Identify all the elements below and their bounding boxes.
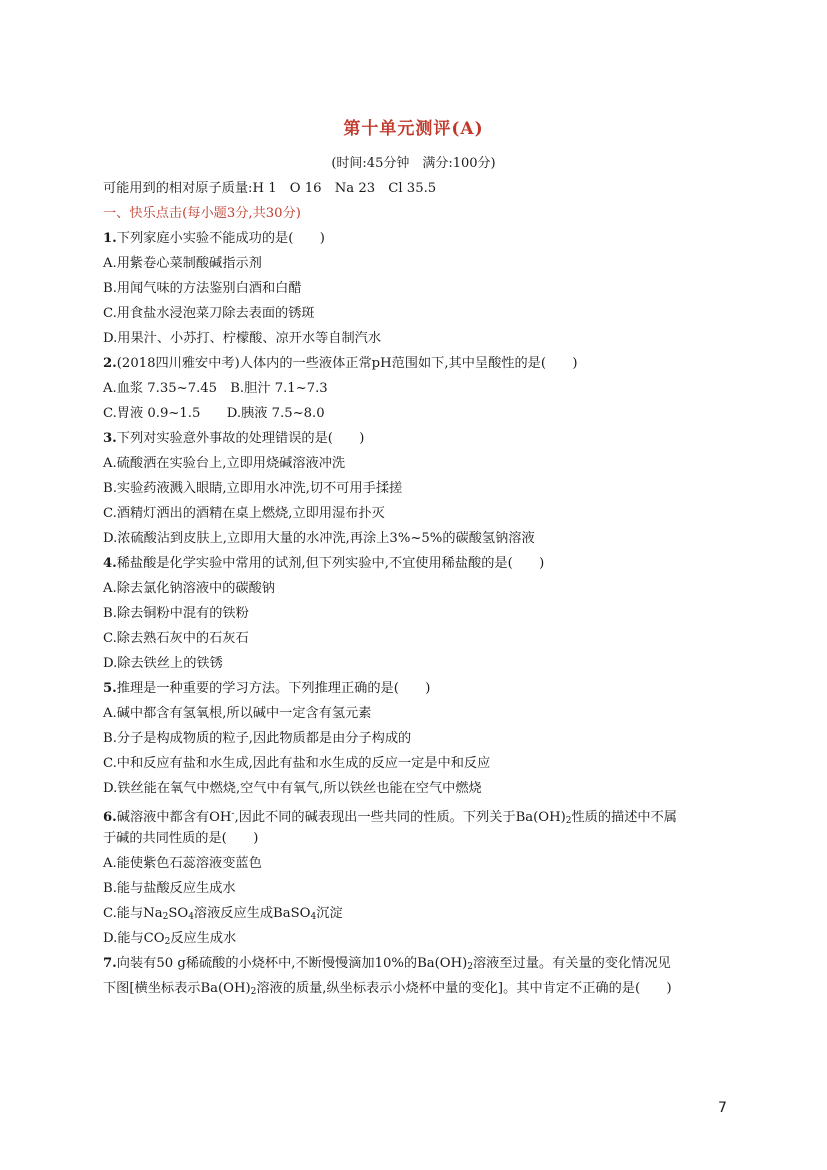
question-text: (2018四川雅安中考)人体内的一些液体正常pH范围如下,其中呈酸性的是( ) xyxy=(116,356,578,371)
question-text: 下列家庭小实验不能成功的是( ) xyxy=(116,231,325,246)
question-number: 7. xyxy=(103,956,117,971)
subscript: 4 xyxy=(310,912,317,922)
question-text: 推理是一种重要的学习方法。下列推理正确的是( ) xyxy=(116,681,431,696)
question-number: 2. xyxy=(103,356,117,371)
question-text: 溶液至过量。有关量的变化情况见 xyxy=(472,956,671,971)
option-text: C.能与Na xyxy=(103,906,163,921)
option-text: SO xyxy=(168,906,189,921)
question-1-option-d: D.用果汁、小苏打、柠檬酸、凉开水等自制汽水 xyxy=(103,331,382,346)
question-text: 下图[横坐标表示Ba(OH) xyxy=(103,981,251,996)
subscript: 2 xyxy=(162,912,169,922)
question-text: 溶液的质量,纵坐标表示小烧杯中量的变化]。其中肯定不正确的是( ) xyxy=(256,981,672,996)
question-4-stem xyxy=(103,555,544,573)
question-3-option-c: C.酒精灯洒出的酒精在桌上燃烧,立即用湿布扑灭 xyxy=(103,506,385,521)
question-4-option-b: B.除去铜粉中混有的铁粉 xyxy=(103,606,249,621)
page-title: 第十单元测评(A) xyxy=(343,119,484,139)
superscript: - xyxy=(231,809,235,819)
question-4-option-c: C.除去熟石灰中的石灰石 xyxy=(103,631,249,646)
question-number: 5. xyxy=(103,681,117,696)
option-text: D.能与CO xyxy=(103,931,165,946)
question-2-options-cd: C.胃液 0.9~1.5 D.胰液 7.5~8.0 xyxy=(103,406,325,421)
subscript: 2 xyxy=(164,937,171,947)
question-5-option-a: A.碱中都含有氢氧根,所以碱中一定含有氢元素 xyxy=(103,706,372,721)
question-number: 1. xyxy=(103,231,117,246)
question-5-option-d: D.铁丝能在氧气中燃烧,空气中有氧气,所以铁丝也能在空气中燃烧 xyxy=(103,781,482,796)
question-1-stem xyxy=(103,230,325,248)
question-5-stem xyxy=(103,680,430,698)
question-text: 下列对实验意外事故的处理错误的是( ) xyxy=(116,431,365,446)
question-3-option-b: B.实验药液溅入眼睛,立即用水冲洗,切不可用手揉搓 xyxy=(103,481,403,496)
question-3-option-a: A.硫酸洒在实验台上,立即用烧碱溶液冲洗 xyxy=(103,456,346,471)
question-3-stem xyxy=(103,430,364,448)
question-number: 3. xyxy=(103,431,117,446)
question-1-option-a: A.用紫卷心菜制酸碱指示剂 xyxy=(103,256,262,271)
atomic-masses: 可能用到的相对原子质量:H 1 O 16 Na 23 Cl 35.5 xyxy=(103,181,437,196)
question-2-stem xyxy=(103,355,578,373)
exam-info: (时间:45分钟 满分:100分) xyxy=(331,156,496,171)
question-7-stem-continued xyxy=(103,980,672,1001)
question-6-option-b: B.能与盐酸反应生成水 xyxy=(103,881,236,896)
question-text: ,因此不同的碱表现出一些共同的性质。下列关于Ba(OH) xyxy=(234,810,566,825)
question-2-options-ab: A.血浆 7.35~7.45 B.胆汁 7.1~7.3 xyxy=(103,381,328,396)
question-3-option-d: D.浓硫酸沾到皮肤上,立即用大量的水冲洗,再涂上3%~5%的碳酸氢钠溶液 xyxy=(103,531,535,546)
question-6-option-a: A.能使紫色石蕊溶液变蓝色 xyxy=(103,856,262,871)
option-text: 溶液反应生成BaSO xyxy=(193,906,311,921)
question-6-stem-continued: 于碱的共同性质的是( ) xyxy=(103,831,259,846)
question-5-option-c: C.中和反应有盐和水生成,因此有盐和水生成的反应一定是中和反应 xyxy=(103,756,491,771)
question-4-option-d: D.除去铁丝上的铁锈 xyxy=(103,656,223,671)
question-number: 6. xyxy=(103,810,117,825)
question-4-option-a: A.除去氯化钠溶液中的碳酸钠 xyxy=(103,581,275,596)
question-text: 碱溶液中都含有OH xyxy=(116,810,232,825)
question-number: 4. xyxy=(103,556,117,571)
question-text: 向装有50 g稀硫酸的小烧杯中,不断慢慢滴加10%的Ba(OH) xyxy=(116,956,468,971)
question-6-option-d xyxy=(103,930,236,951)
question-text: 稀盐酸是化学实验中常用的试剂,但下列实验中,不宜使用稀盐酸的是( ) xyxy=(116,556,545,571)
option-text: 沉淀 xyxy=(316,906,343,921)
page-number: 7 xyxy=(718,1100,727,1116)
section-heading: 一、快乐点击(每小题3分,共30分) xyxy=(103,206,301,221)
subscript: 2 xyxy=(250,987,257,997)
question-5-option-b: B.分子是构成物质的粒子,因此物质都是由分子构成的 xyxy=(103,731,412,746)
question-7-stem xyxy=(103,955,671,976)
question-6-stem xyxy=(103,805,677,830)
subscript: 2 xyxy=(467,962,473,972)
question-1-option-c: C.用食盐水浸泡菜刀除去表面的锈斑 xyxy=(103,306,315,321)
option-text: 反应生成水 xyxy=(170,931,237,946)
subscript: 2 xyxy=(565,816,572,826)
subscript: 4 xyxy=(188,912,194,922)
question-text: 性质的描述中不属 xyxy=(571,810,677,825)
question-6-option-c xyxy=(103,905,343,926)
question-1-option-b: B.用闻气味的方法鉴别白酒和白醋 xyxy=(103,281,302,296)
